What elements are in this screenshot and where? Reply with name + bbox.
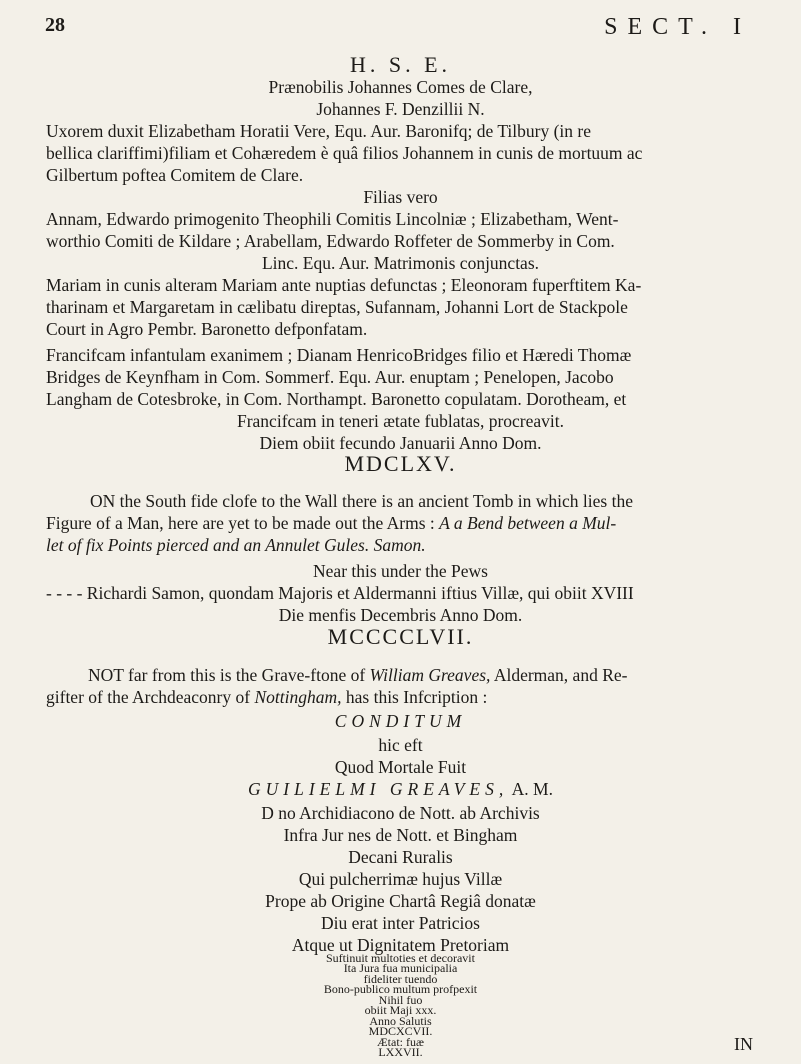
arms-description: let of fix Points pierced and an Annulet Gules. Samon.: [46, 535, 426, 555]
place-name: Nottingham,: [254, 687, 342, 707]
epitaph2-line: Diu erat inter Patricios: [321, 913, 480, 933]
epitaph2-line: Ætat: fuæ: [377, 1034, 424, 1049]
epitaph-line: Court in Agro Pembr. Baronetto defponfatam.: [46, 319, 368, 339]
epitaph-line: worthio Comiti de Kildare ; Arabellam, Edwardo Roffeter de Sommerby in Com.: [46, 231, 615, 251]
tomb-paragraph-line: [46, 512, 616, 534]
epitaph-line: Langham de Cotesbroke, in Com. Northampt. Baronetto copulatam. Dorotheam, et: [46, 389, 627, 409]
epitaph2-line: Qui pulcherrimæ hujus Villæ: [298, 869, 503, 889]
epitaph-line: Francifcam in teneri ætate fublatas, procreavit.: [236, 411, 564, 431]
epitaph2-line: Atque ut Dignitatem Pretoriam: [291, 935, 510, 955]
epitaph-line: Mariam in cunis alteram Mariam ante nuptias defunctas ; Eleonoram fuperftitem Ka-: [46, 275, 642, 295]
greaves-paragraph-line: [46, 686, 487, 708]
arms-description: A a Bend between a Mul-: [439, 513, 617, 533]
epitaph-line: tharinam et Margaretam in cælibatu direptas, Sufannam, Johanni Lort de Stackpole: [46, 297, 628, 317]
samon-line: Die menfis Decembris Anno Dom.: [278, 605, 523, 625]
epitaph-line: Filias vero: [363, 187, 438, 207]
page-header: [45, 14, 751, 42]
page-number: 28: [45, 14, 65, 36]
epitaph-line: Annam, Edwardo primogenito Theophili Comitis Lincolniæ ; Elizabetham, Went-: [46, 209, 619, 229]
epitaph-line: Francifcam infantulam exanimem ; Dianam HenricoBridges filio et Hæredi Thomæ: [46, 345, 632, 365]
catchword: IN: [734, 1034, 753, 1054]
epitaph2-line: Infra Jur nes de Nott. et Bingham: [283, 825, 518, 845]
epitaph2-line: LXXVII.: [378, 1045, 423, 1059]
epitaph-line: Bridges de Keynfham in Com. Sommerf. Equ. Aur. enuptam ; Penelopen, Jacobo: [46, 367, 614, 387]
greaves-text: gifter of the Archdeaconry of: [46, 687, 251, 707]
conditum-heading: CONDITUM: [334, 711, 467, 731]
greaves-name: William Greaves,: [369, 665, 491, 685]
degree: A. M.: [511, 779, 553, 799]
greaves-text: Alderman, and Re-: [493, 665, 628, 685]
epitaph-line: Johannes F. Denzillii N.: [316, 99, 485, 119]
greaves-text: NOT far from this is the Grave-ftone of: [88, 665, 366, 685]
epitaph2-line: Anno Salutis: [369, 1013, 432, 1028]
epitaph2-line: fideliter tuendo: [363, 971, 438, 986]
greaves-paragraph-line: [88, 664, 627, 686]
epitaph2-line: Nihil fuo: [378, 992, 423, 1007]
epitaph-line: Prænobilis Johannes Comes de Clare,: [268, 77, 533, 97]
epitaph2-name-line: [0, 778, 801, 800]
epitaph2-line: hic eft: [378, 735, 423, 755]
samon-line: - - - - Richardi Samon, quondam Majoris et Aldermanni iftius Villæ, qui obiit XVIII: [46, 583, 634, 603]
running-head: SECT. I: [604, 14, 751, 40]
epitaph2-line: D no Archidiacono de Nott. ab Archivis: [261, 803, 540, 823]
epitaph-line: Diem obiit fecundo Januarii Anno Dom.: [259, 433, 542, 453]
epitaph2-line: Quod Mortale Fuit: [334, 757, 467, 777]
epitaph-date: MDCLXV.: [344, 451, 457, 476]
greaves-latin-name: GUILIELMI GREAVES,: [248, 779, 509, 799]
epitaph-line: Uxorem duxit Elizabetham Horatii Vere, Equ. Aur. Baronifq; de Tilbury (in re: [46, 121, 591, 141]
samon-date: MCCCCLVII.: [327, 624, 474, 649]
tomb-paragraph-line: ON the South fide clofe to the Wall there is an ancient Tomb in which lies the: [90, 491, 633, 511]
epitaph-line: bellica clariffimi)filiam et Cohæredem è quâ filios Johannem in cunis de mortuum ac: [46, 143, 643, 163]
epitaph2-line: obiit Maji xxx.: [364, 1003, 437, 1018]
epitaph2-line: MDCXCVII.: [368, 1024, 433, 1039]
epitaph-hse: H. S. E.: [349, 52, 452, 77]
epitaph-line: Linc. Equ. Aur. Matrimonis conjunctas.: [261, 253, 540, 273]
samon-line: Near this under the Pews: [313, 561, 488, 581]
epitaph2-line: Suftinuit multoties et decoravit: [326, 951, 475, 965]
epitaph2-line: Decani Ruralis: [348, 847, 453, 867]
epitaph2-line: Ita Jura fua municipalia: [343, 961, 458, 976]
epitaph-line: Gilbertum poftea Comitem de Clare.: [46, 165, 304, 185]
tomb-text: Figure of a Man, here are yet to be made out the Arms :: [46, 513, 435, 533]
epitaph2-line: Bono-publico multum profpexit: [323, 982, 478, 997]
epitaph2-line: Prope ab Origine Chartâ Regiâ donatæ: [265, 891, 536, 911]
greaves-text: has this Infcription :: [345, 687, 488, 707]
